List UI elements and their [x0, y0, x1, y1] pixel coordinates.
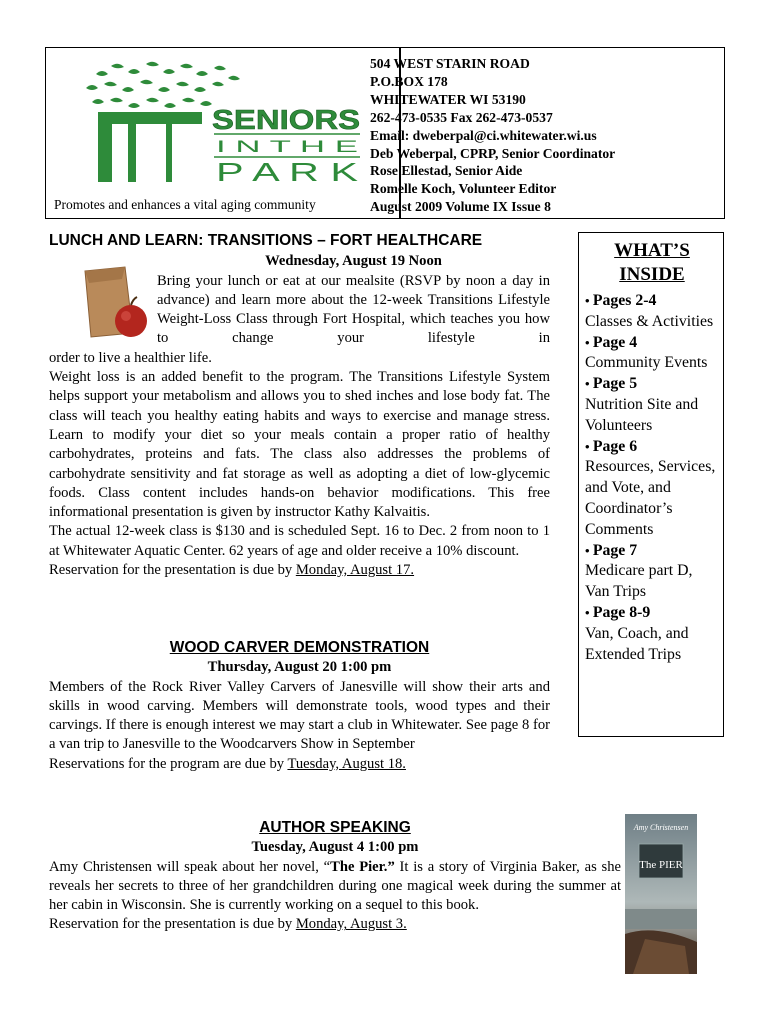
contact-line: Rose Ellestad, Senior Aide	[370, 163, 523, 179]
lunch-paragraph-2: Weight loss is an added benefit to the program. The Transitions Lifestyle System helps support your metabolism and allows you to shed inches and lose body fat. The class will teach you healthy eating habits and ways to exercise and manage stress. Learn to modify your diet so your meals contain a proper ratio of healthy carbohydrates, proteins and fats. The class also addresses the problems of carbohydrate sensitivity and fat storage as well as adopting a diet of low-glycemic foods. Class content includes hands-on behavior modifications. This free informational presentation is given by instructor Kathy Kalvaitis.	[49, 369, 550, 521]
author-section	[49, 818, 621, 935]
contact-line: WHITEWATER WI 53190	[370, 91, 526, 107]
wood-reservation-text: Reservations for the program are due by	[49, 755, 288, 772]
toc-desc: Resources, Services, and Vote, and Coordinator’s Comments	[585, 458, 716, 538]
wood-date: Thursday, August 20 1:00 pm	[207, 659, 392, 676]
author-reservation-text: Reservation for the presentation is due by	[49, 916, 296, 933]
logo-seniors: SENIORS	[212, 104, 360, 135]
author-date: Tuesday, August 4 1:00 pm	[251, 839, 419, 856]
lunch-bag-apple-image	[67, 261, 162, 341]
wood-reservation	[49, 755, 550, 774]
contact-line: Deb Weberpal, CPRP, Senior Coordinator	[370, 145, 616, 161]
book-cover-author: Amy Christensen	[633, 823, 689, 832]
logo-park: P A R K	[216, 157, 360, 187]
contact-email[interactable]: Email: dweberpal@ci.whitewater.wi.us	[370, 127, 597, 143]
toc-desc: Community Events	[585, 354, 708, 372]
toc-page: • Page 7	[585, 541, 719, 562]
logo-in-the: I N T H E	[216, 137, 358, 156]
author-paragraph-text-rest: It is a story of Virginia Baker, as she reveals her secrets to three of her grandchildren during one magical week during the summer at her cabin in Wisconsin. She is currently working on a sequel to this book.	[49, 858, 621, 914]
wood-heading: WOOD CARVER DEMONSTRATION	[169, 639, 430, 656]
lunch-intro: Bring your lunch or eat at our mealsite (RSVP by noon a day in advance) and learn more about the 12-week Transitions Lifestyle Weight-Loss Class through Fort Hospital, which teaches you how to change your lifestyle in	[157, 272, 550, 347]
toc-page: • Page 5	[585, 374, 719, 395]
book-title-text: The Pier.”	[330, 858, 395, 875]
lunch-heading: LUNCH AND LEARN: TRANSITIONS – FORT HEALTHCARE	[49, 232, 483, 249]
author-reservation	[49, 915, 621, 934]
lunch-reservation-date: Monday, August 17.	[295, 562, 415, 579]
contact-block	[370, 55, 615, 216]
logo-area	[46, 48, 399, 218]
masthead	[45, 47, 725, 219]
lunch-reservation-text: Reservation for the presentation is due by	[49, 562, 296, 579]
author-paragraph	[49, 858, 621, 916]
toc-page: • Page 4	[585, 333, 719, 354]
wood-section	[49, 638, 550, 774]
lunch-section	[49, 231, 550, 580]
issue-line: August 2009 Volume IX Issue 8	[370, 199, 551, 215]
toc-desc: Medicare part D, Van Trips	[585, 562, 693, 601]
book-cover-title: The PIER	[639, 859, 683, 871]
lunch-intro-end: order to live a healthier life.	[49, 349, 212, 366]
book-cover-image	[625, 814, 697, 974]
toc-page: • Pages 2-4	[585, 291, 719, 312]
toc-desc: Classes & Activities	[585, 312, 714, 330]
author-heading: AUTHOR SPEAKING	[259, 819, 411, 836]
whats-inside-title: WHAT’S INSIDE	[614, 240, 690, 285]
toc-desc: Nutrition Site and Volunteers	[585, 395, 699, 434]
contact-line: P.O.BOX 178	[370, 73, 448, 89]
contact-line: 262-473-0535 Fax 262-473-0537	[370, 109, 553, 125]
tagline: Promotes and enhances a vital aging community	[54, 197, 316, 212]
lunch-date: Wednesday, August 19 Noon	[265, 253, 442, 270]
author-reservation-date: Monday, August 3.	[295, 916, 407, 933]
toc-page: • Page 8-9	[585, 603, 719, 624]
wood-paragraph: Members of the Rock River Valley Carvers of Janesville will show their arts and skills in wood carving. Members will demonstrate tools, wood types and their carvings. If there is enough interest we may start a club in Whitewater. See page 8 for a van trip to Janesville to the Woodcarvers Show in September	[49, 678, 550, 753]
wood-reservation-date: Tuesday, August 18.	[287, 755, 406, 772]
author-paragraph-text: Amy Christensen will speak about her novel, “	[49, 858, 331, 875]
lunch-paragraph-3: The actual 12-week class is $130 and is scheduled Sept. 16 to Dec. 2 from noon to 1 at Whitewater Aquatic Center. 62 years of age and older receive a 10% discount.	[49, 523, 550, 559]
toc-page: • Page 6	[585, 437, 719, 458]
contact-line: 504 WEST STARIN ROAD	[370, 56, 530, 71]
toc-desc: Van, Coach, and Extended Trips	[585, 624, 689, 663]
seniors-in-the-park-logo	[66, 54, 366, 189]
lunch-reservation	[49, 561, 550, 580]
whats-inside-box	[578, 232, 724, 737]
contact-line: Romelle Koch, Volunteer Editor	[370, 181, 557, 197]
